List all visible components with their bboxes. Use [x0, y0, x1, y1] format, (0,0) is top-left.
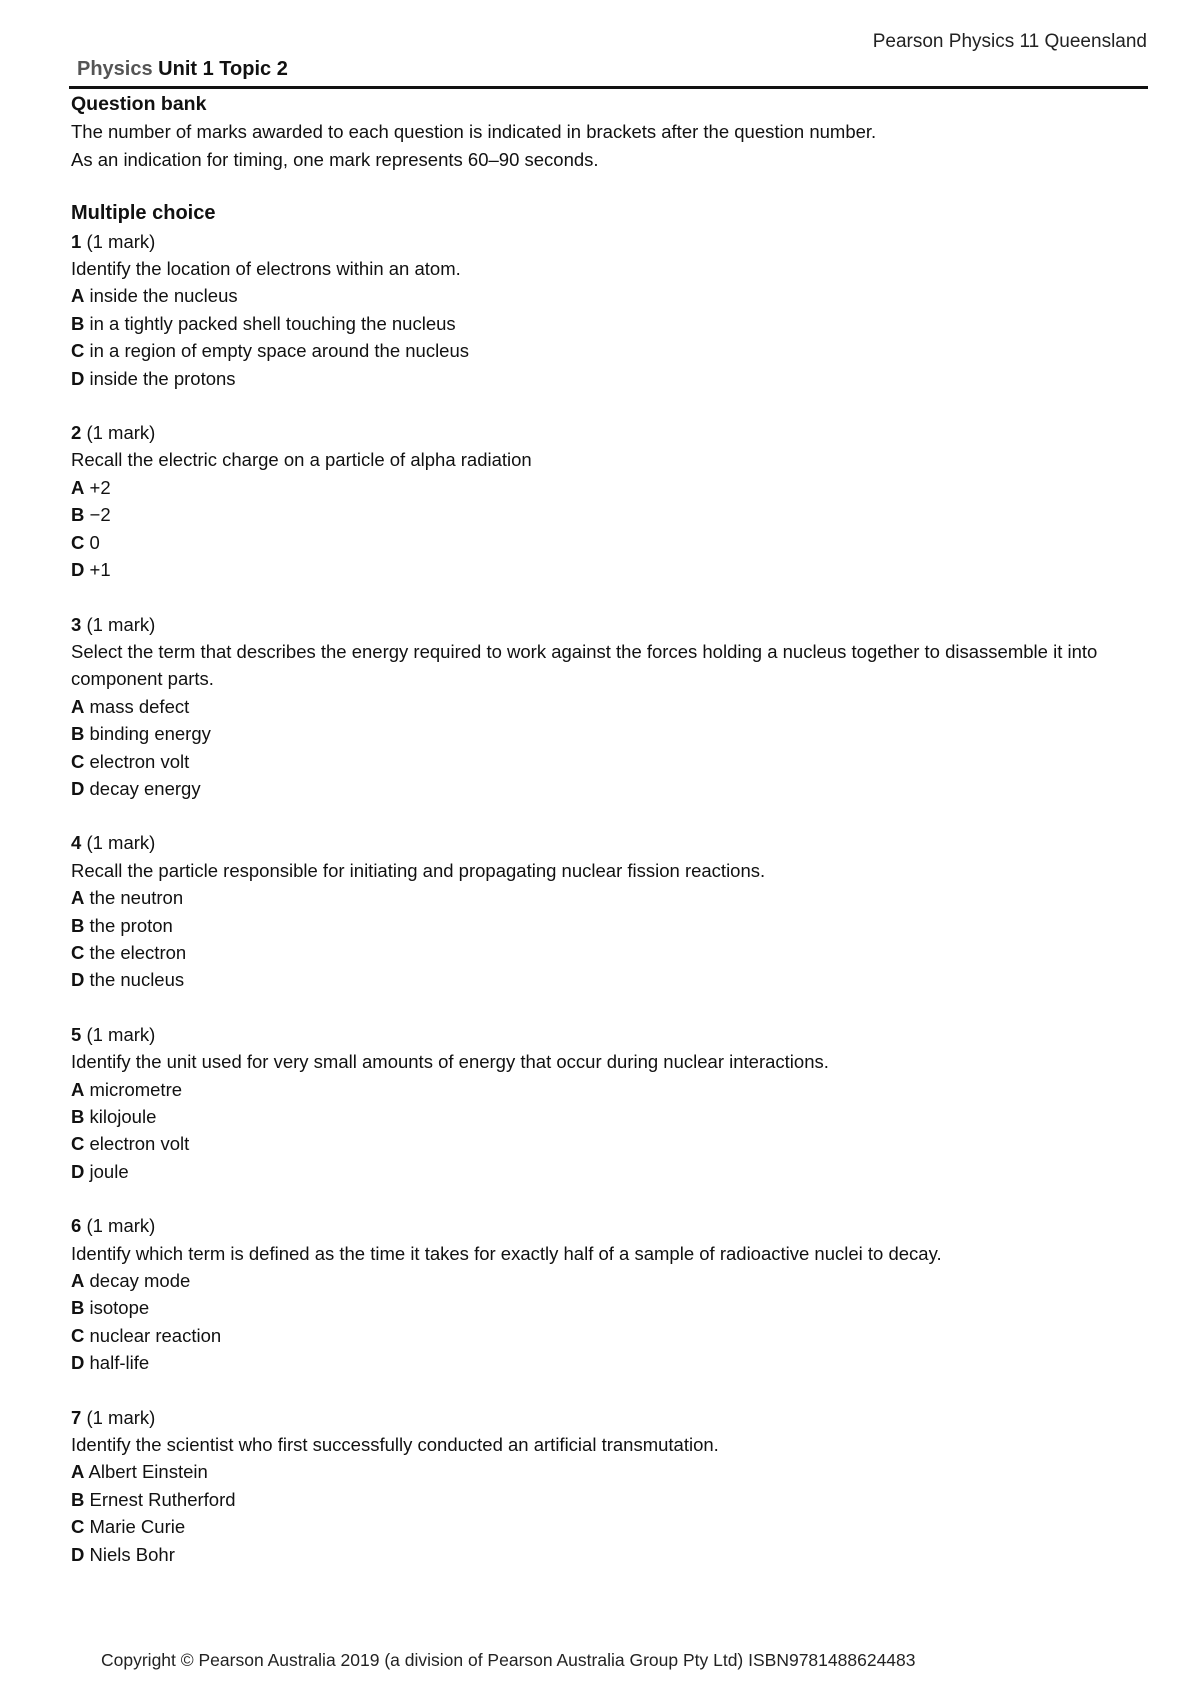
option-text: micrometre	[89, 1078, 183, 1100]
option-text: +2	[89, 476, 111, 498]
option-text: electron volt	[89, 750, 190, 772]
option-letter: A	[71, 887, 85, 909]
option-letter: A	[71, 285, 85, 307]
option-text: +1	[89, 559, 111, 581]
question-marks: (1 mark)	[86, 422, 156, 444]
option-letter: A	[71, 476, 85, 498]
question-prompt: Identify which term is defined as the time it takes for exactly half of a sample of radioactive nuclei to decay.	[71, 1242, 942, 1264]
option-letter: B	[71, 1488, 85, 1510]
question-prompt: Recall the particle responsible for initiating and propagating nuclear fission reactions.	[71, 859, 766, 881]
question-marks: (1 mark)	[86, 1406, 156, 1428]
option-text: inside the nucleus	[89, 285, 238, 307]
answer-option	[71, 1486, 1151, 1513]
question-prompt: Identify the scientist who first successfully conducted an artificial transmutation.	[71, 1434, 719, 1456]
answer-option	[71, 966, 1151, 993]
question-marks: (1 mark)	[86, 613, 156, 635]
option-letter: A	[71, 1078, 85, 1100]
question-header	[71, 228, 1151, 255]
question-block	[71, 1404, 1151, 1568]
question-marks: (1 mark)	[86, 230, 156, 252]
option-letter: D	[71, 1543, 85, 1565]
answer-option	[71, 282, 1151, 309]
intro-line-marks: The number of marks awarded to each question is indicated in brackets after the question number.	[71, 121, 877, 143]
answer-option	[71, 1458, 1151, 1485]
answer-option	[71, 337, 1151, 364]
option-letter: B	[71, 312, 85, 334]
question-header	[71, 419, 1151, 446]
answer-option	[71, 1076, 1151, 1103]
option-text: mass defect	[89, 695, 190, 717]
question-header	[71, 611, 1151, 638]
answer-option	[71, 912, 1151, 939]
answer-option	[71, 1541, 1151, 1568]
option-text: in a region of empty space around the nucleus	[89, 340, 470, 362]
question-prompt: Identify the location of electrons within an atom.	[71, 258, 461, 280]
answer-option	[71, 1158, 1151, 1185]
answer-option	[71, 1103, 1151, 1130]
option-letter: B	[71, 1297, 85, 1319]
question-marks: (1 mark)	[86, 1023, 156, 1045]
answer-option	[71, 1267, 1151, 1294]
answer-option	[71, 775, 1151, 802]
question-number: 3	[71, 613, 82, 635]
option-letter: D	[71, 367, 85, 389]
answer-option	[71, 1322, 1151, 1349]
answer-option	[71, 365, 1151, 392]
option-text: the electron	[89, 941, 187, 963]
question-block	[71, 419, 1151, 583]
option-letter: A	[71, 1461, 85, 1483]
option-letter: A	[71, 695, 85, 717]
option-letter: C	[71, 531, 85, 553]
option-letter: D	[71, 777, 85, 799]
answer-option	[71, 884, 1151, 911]
question-header	[71, 829, 1151, 856]
question-number: 5	[71, 1023, 82, 1045]
option-text: 0	[89, 531, 100, 553]
unit-title	[77, 58, 288, 81]
option-letter: C	[71, 1133, 85, 1155]
option-text: nuclear reaction	[89, 1324, 222, 1346]
option-letter: C	[71, 1516, 85, 1538]
option-text: Marie Curie	[89, 1516, 186, 1538]
question-prompt: Select the term that describes the energy required to work against the forces holding a nucleus together to disassemble it into component parts.	[71, 640, 1098, 690]
answer-option	[71, 939, 1151, 966]
answer-option	[71, 748, 1151, 775]
question-block	[71, 1212, 1151, 1376]
option-letter: D	[71, 1160, 85, 1182]
option-letter: D	[71, 969, 85, 991]
answer-option	[71, 310, 1151, 337]
question-block	[71, 611, 1151, 803]
answer-option	[71, 1130, 1151, 1157]
question-block	[71, 1021, 1151, 1185]
header-rule	[69, 86, 1148, 89]
option-text: kilojoule	[89, 1106, 157, 1127]
option-text: the nucleus	[89, 969, 185, 991]
option-text: −2	[89, 504, 111, 526]
answer-option	[71, 529, 1151, 556]
answer-option	[71, 474, 1151, 501]
option-text: electron volt	[89, 1133, 190, 1155]
option-text: the neutron	[89, 887, 184, 909]
option-letter: C	[71, 340, 85, 362]
option-letter: C	[71, 1324, 85, 1346]
option-letter: B	[71, 1106, 85, 1127]
option-letter: C	[71, 941, 85, 963]
question-number: 7	[71, 1406, 82, 1428]
answer-option	[71, 1513, 1151, 1540]
option-text: joule	[89, 1160, 129, 1182]
question-block	[71, 829, 1151, 993]
option-letter: A	[71, 1270, 85, 1292]
answer-option	[71, 1294, 1151, 1321]
question-prompt: Identify the unit used for very small amounts of energy that occur during nuclear interactions.	[71, 1051, 829, 1073]
option-text: inside the protons	[89, 367, 236, 389]
answer-option	[71, 556, 1151, 583]
option-text: in a tightly packed shell touching the nucleus	[89, 312, 456, 334]
option-text: Albert Einstein	[88, 1461, 208, 1483]
question-prompt: Recall the electric charge on a particle of alpha radiation	[71, 449, 532, 471]
question-list	[71, 228, 1151, 1568]
question-number: 4	[71, 832, 82, 854]
question-number: 1	[71, 230, 82, 252]
option-letter: B	[71, 723, 85, 745]
option-text: decay energy	[89, 777, 201, 799]
question-block	[71, 228, 1151, 392]
section-heading: Multiple choice	[71, 202, 216, 225]
option-text: decay mode	[89, 1270, 191, 1292]
question-bank-heading: Question bank	[71, 93, 207, 115]
unit-title-topic: Unit 1 Topic 2	[158, 58, 288, 80]
question-marks: (1 mark)	[86, 832, 156, 854]
question-marks: (1 mark)	[86, 1215, 156, 1237]
option-text: binding energy	[89, 723, 211, 745]
document-content	[71, 91, 1151, 1568]
question-header	[71, 1212, 1151, 1239]
option-letter: D	[71, 559, 85, 581]
page-footer-copyright: Copyright © Pearson Australia 2019 (a division of Pearson Australia Group Pty Ltd) ISBN9781488624483	[101, 1650, 916, 1670]
option-text: the proton	[89, 914, 173, 936]
option-text: Ernest Rutherford	[89, 1488, 236, 1510]
answer-option	[71, 501, 1151, 528]
answer-option	[71, 1349, 1151, 1376]
question-header	[71, 1021, 1151, 1048]
option-text: Niels Bohr	[89, 1543, 175, 1565]
option-letter: C	[71, 750, 85, 772]
option-letter: B	[71, 504, 85, 526]
option-text: isotope	[89, 1297, 150, 1319]
question-number: 6	[71, 1215, 82, 1237]
answer-option	[71, 720, 1151, 747]
unit-title-subject: Physics	[77, 58, 153, 80]
page-header-publisher: Pearson Physics 11 Queensland	[872, 31, 1147, 52]
question-number: 2	[71, 422, 82, 444]
intro-line-timing: As an indication for timing, one mark represents 60–90 seconds.	[71, 148, 599, 170]
answer-option	[71, 693, 1151, 720]
option-letter: D	[71, 1352, 85, 1374]
question-header	[71, 1404, 1151, 1431]
option-text: half-life	[89, 1352, 150, 1374]
option-letter: B	[71, 914, 85, 936]
